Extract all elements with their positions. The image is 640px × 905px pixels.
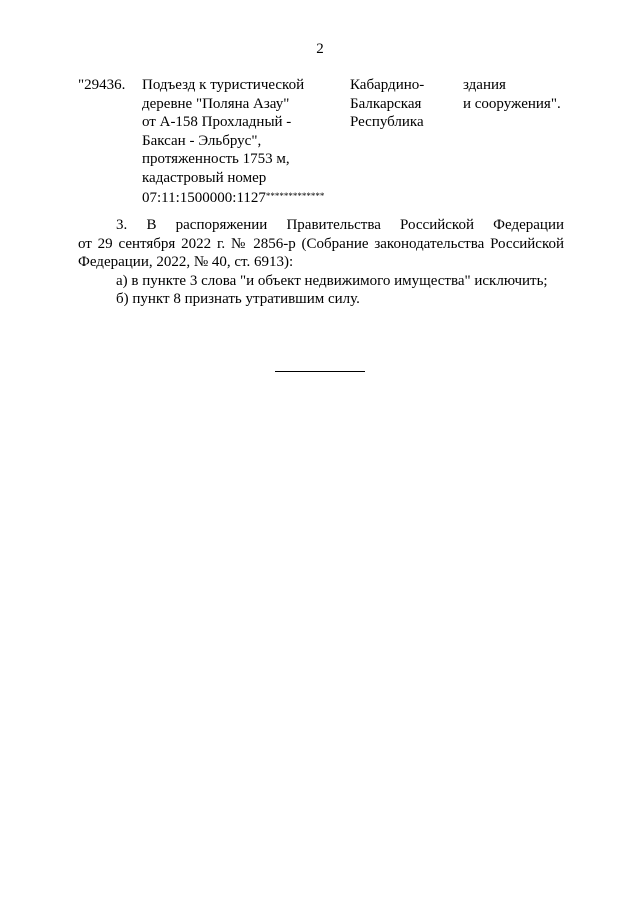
item-3-subpoint-b: б) пункт 8 признать утратившим силу. [116,291,360,307]
type-line: здания [463,77,506,93]
object-line: деревне "Поляна Азау" [142,95,290,112]
footnote-asterisks: ************* [265,191,325,201]
cadastral-number-line [142,187,324,208]
entry-number: "29436. [78,77,126,93]
entry-object-description [142,76,324,208]
object-line: кадастровый номер [142,169,267,186]
object-line: протяженность 1753 м, [142,151,290,167]
region-line: Кабардино- [350,77,425,93]
item-3-line: Федерации, 2022, № 40, ст. 6913): [78,254,294,270]
item-3-subpoint-a: а) в пункте 3 слова "и объект недвижимого имущества" исключить; [116,272,548,289]
end-separator-line [275,371,365,372]
item-3-paragraph [78,216,564,309]
object-line: Баксан - Эльбрус", [142,132,262,149]
region-line: Балкарская [350,95,422,112]
page-number: 2 [316,41,324,57]
region-line: Республика [350,114,424,130]
item-3-line: 3. В распоряжении Правительства Российской Федерации [116,217,564,233]
type-line: и сооружения". [463,95,561,112]
entry-region [350,76,424,132]
object-line: от А-158 Прохладный - [142,114,292,130]
object-line: Подъезд к туристической [142,77,305,93]
entry-type [463,76,561,113]
cadastral-number: 07:11:1500000:1127 [142,190,266,206]
item-3-line: от 29 сентября 2022 г. № 2856-р (Собрание законодательства Российской [78,235,564,252]
